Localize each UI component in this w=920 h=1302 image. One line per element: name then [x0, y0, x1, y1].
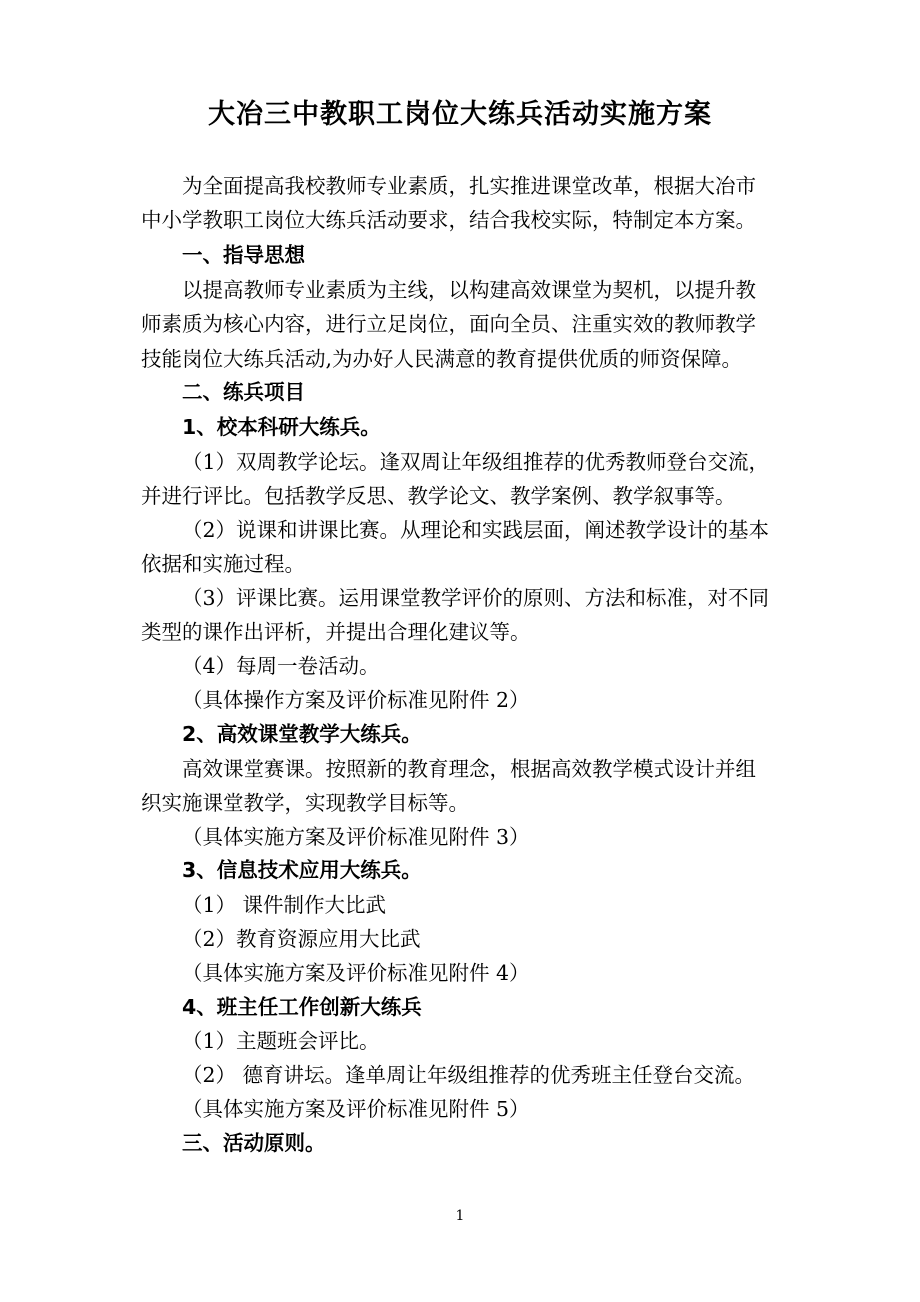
section-1-heading: 一、指导思想: [182, 243, 305, 267]
item-1-heading: 1、校本科研大练兵。: [182, 415, 381, 439]
item-1-p3-line-2: 类型的课作出评析，并提出合理化建议等。: [141, 620, 531, 644]
intro-line-1: 为全面提高我校教师专业素质，扎实推进课堂改革，根据大冶市: [182, 174, 756, 198]
item-2-heading: 2、高效课堂教学大练兵。: [182, 722, 422, 746]
section-1-line-3: 技能岗位大练兵活动,为办好人民满意的教育提供优质的师资保障。: [141, 347, 743, 371]
item-3-note: （具体实施方案及评价标准见附件 4）: [182, 961, 530, 985]
item-3-p1: （1） 课件制作大比武: [182, 893, 387, 917]
item-2-p1-line-2: 织实施课堂教学，实现教学目标等。: [141, 791, 469, 815]
item-3-heading: 3、信息技术应用大练兵。: [182, 858, 422, 882]
section-3-heading: 三、活动原则。: [182, 1131, 326, 1155]
item-1-p1-line-1: （1）双周教学论坛。逢双周让年级组推荐的优秀教师登台交流，: [182, 450, 770, 474]
item-4-heading: 4、班主任工作创新大练兵: [182, 995, 422, 1019]
item-4-p2: （2） 德育讲坛。逢单周让年级组推荐的优秀班主任登台交流。: [182, 1063, 756, 1087]
item-4-note: （具体实施方案及评价标准见附件 5）: [182, 1097, 530, 1121]
document-title: 大冶三中教职工岗位大练兵活动实施方案: [208, 99, 712, 130]
intro-line-2: 中小学教职工岗位大练兵活动要求，结合我校实际，特制定本方案。: [141, 208, 756, 232]
section-1-line-1: 以提高教师专业素质为主线，以构建高效课堂为契机，以提升教: [182, 278, 756, 302]
item-2-p1-line-1: 高效课堂赛课。按照新的教育理念，根据高效教学模式设计并组: [182, 757, 756, 781]
section-1-line-2: 师素质为核心内容，进行立足岗位，面向全员、注重实效的教师教学: [141, 312, 756, 336]
item-1-p1-line-2: 并进行评比。包括教学反思、教学论文、教学案例、教学叙事等。: [141, 484, 736, 508]
item-1-p3-line-1: （3）评课比赛。运用课堂教学评价的原则、方法和标准，对不同: [182, 586, 770, 610]
item-1-note: （具体操作方案及评价标准见附件 2）: [182, 688, 530, 712]
item-1-p2-line-2: 依据和实施过程。: [141, 552, 305, 576]
item-1-p4: （4）每周一卷活动。: [182, 654, 380, 678]
item-3-p2: （2）教育资源应用大比武: [182, 927, 421, 951]
item-4-p1: （1）主题班会评比。: [182, 1029, 380, 1053]
item-2-note: （具体实施方案及评价标准见附件 3）: [182, 825, 530, 849]
section-2-heading: 二、练兵项目: [182, 380, 305, 404]
item-1-p2-line-1: （2）说课和讲课比赛。从理论和实践层面，阐述教学设计的基本: [182, 518, 770, 542]
page-number: 1: [455, 1208, 465, 1224]
